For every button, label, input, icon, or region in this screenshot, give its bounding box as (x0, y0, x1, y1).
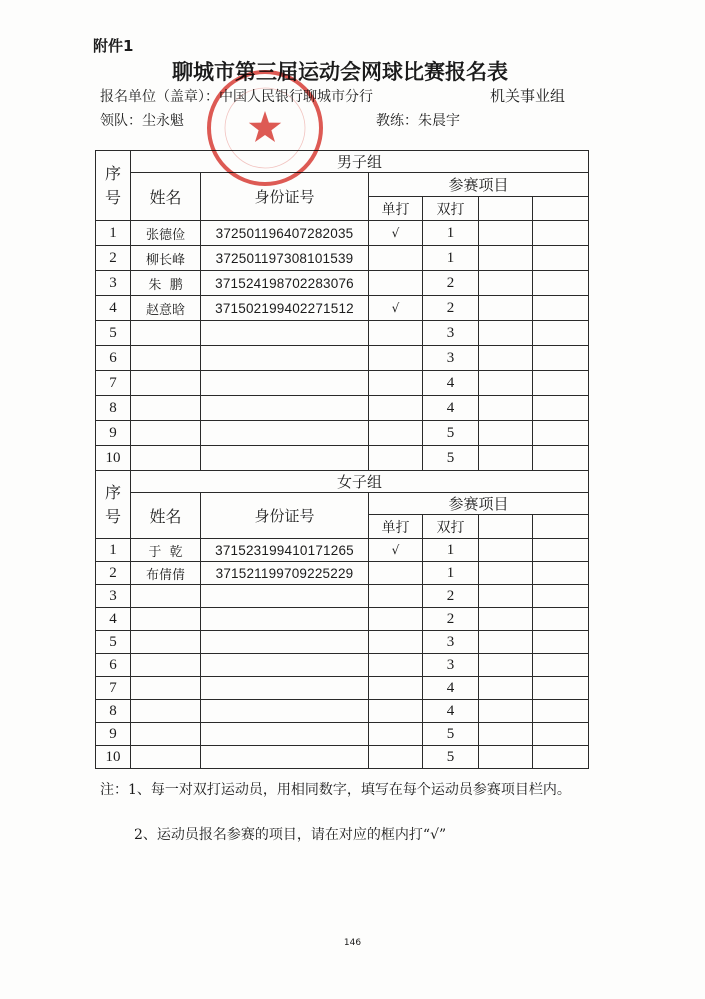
leader-value: 尘永魁 (142, 113, 184, 129)
page-number: 146 (343, 938, 362, 948)
id-header: 身份证号 (201, 173, 369, 221)
team-leader-line (100, 110, 184, 130)
seq-cell: 5 (96, 321, 131, 346)
table-row (96, 396, 589, 421)
table-row (96, 446, 589, 471)
name-cell: 柳长峰 (131, 246, 201, 271)
name-header: 姓名 (131, 173, 201, 221)
blank-header-cell (479, 197, 533, 221)
table-row (96, 608, 589, 631)
doubles-cell: 1 (423, 562, 479, 585)
id-number-cell: 372501196407282035 (201, 221, 369, 246)
name-cell (131, 421, 201, 446)
id-number-cell: 371523199410171265 (201, 539, 369, 562)
table-row (96, 585, 589, 608)
table-row (96, 631, 589, 654)
blank-cell (533, 271, 589, 296)
doubles-cell: 1 (423, 221, 479, 246)
blank-cell (533, 723, 589, 746)
singles-cell (369, 654, 423, 677)
blank-cell (479, 371, 533, 396)
seq-cell: 6 (96, 654, 131, 677)
blank-cell (479, 396, 533, 421)
leader-label: 领队： (100, 113, 142, 129)
blank-cell (533, 321, 589, 346)
name-cell (131, 631, 201, 654)
women-header (96, 471, 589, 539)
doubles-header: 双打 (423, 515, 479, 539)
blank-cell (479, 654, 533, 677)
events-header: 参赛项目 (369, 173, 589, 197)
id-number-cell (201, 746, 369, 769)
name-cell: 赵意晗 (131, 296, 201, 321)
blank-cell (479, 421, 533, 446)
id-number-cell (201, 585, 369, 608)
seq-cell: 8 (96, 396, 131, 421)
doubles-cell: 2 (423, 271, 479, 296)
singles-cell: √ (369, 221, 423, 246)
singles-cell (369, 608, 423, 631)
table-row (96, 246, 589, 271)
blank-cell (479, 221, 533, 246)
unit-label: 报名单位（盖章）： (100, 89, 219, 105)
doubles-cell: 5 (423, 723, 479, 746)
blank-cell (479, 631, 533, 654)
name-cell (131, 677, 201, 700)
id-number-cell: 371521199709225229 (201, 562, 369, 585)
seq-cell: 6 (96, 346, 131, 371)
id-number-cell (201, 677, 369, 700)
table-row (96, 221, 589, 246)
seq-cell: 1 (96, 539, 131, 562)
doubles-cell: 3 (423, 654, 479, 677)
table-row (96, 746, 589, 769)
id-number-cell: 372501197308101539 (201, 246, 369, 271)
table-row (96, 562, 589, 585)
singles-cell (369, 421, 423, 446)
blank-cell (479, 562, 533, 585)
table-row (96, 371, 589, 396)
seal-star-icon (249, 111, 281, 142)
name-cell (131, 371, 201, 396)
blank-cell (533, 296, 589, 321)
seq-cell: 9 (96, 723, 131, 746)
name-cell (131, 585, 201, 608)
table-row (96, 346, 589, 371)
women-header-row (96, 493, 589, 515)
seq-cell: 8 (96, 700, 131, 723)
singles-cell (369, 246, 423, 271)
blank-cell (479, 539, 533, 562)
blank-header-cell (479, 515, 533, 539)
doubles-cell: 1 (423, 539, 479, 562)
seq-cell: 9 (96, 421, 131, 446)
table-row (96, 271, 589, 296)
seq-cell: 3 (96, 271, 131, 296)
doubles-cell: 4 (423, 396, 479, 421)
group-category: 机关事业组 (490, 87, 566, 105)
id-number-cell (201, 421, 369, 446)
seq-cell: 4 (96, 608, 131, 631)
blank-cell (533, 539, 589, 562)
events-header: 参赛项目 (369, 493, 589, 515)
table-row (96, 296, 589, 321)
note-2: 2、运动员报名参赛的项目，请在对应的框内打“√” (134, 827, 447, 843)
singles-cell (369, 723, 423, 746)
singles-header: 单打 (369, 197, 423, 221)
blank-cell (479, 321, 533, 346)
name-cell (131, 723, 201, 746)
seq-cell: 4 (96, 296, 131, 321)
name-cell: 张德俭 (131, 221, 201, 246)
name-cell: 朱 鹏 (131, 271, 201, 296)
seq-cell: 5 (96, 631, 131, 654)
name-cell (131, 396, 201, 421)
men-header (96, 151, 589, 221)
singles-cell (369, 371, 423, 396)
blank-cell (479, 271, 533, 296)
table-row (96, 677, 589, 700)
seq-header: 序号 (105, 482, 122, 526)
doubles-cell: 2 (423, 585, 479, 608)
id-number-cell (201, 631, 369, 654)
name-cell (131, 746, 201, 769)
blank-cell (479, 296, 533, 321)
name-cell (131, 608, 201, 631)
singles-cell (369, 271, 423, 296)
blank-cell (533, 371, 589, 396)
blank-cell (479, 746, 533, 769)
blank-cell (533, 654, 589, 677)
coach-line (376, 110, 460, 130)
id-number-cell (201, 608, 369, 631)
name-cell (131, 446, 201, 471)
blank-cell (533, 446, 589, 471)
doubles-header: 双打 (423, 197, 479, 221)
blank-cell (533, 677, 589, 700)
singles-cell (369, 700, 423, 723)
name-cell (131, 700, 201, 723)
table-row (96, 321, 589, 346)
table-row (96, 421, 589, 446)
coach-label: 教练： (376, 113, 418, 129)
singles-cell (369, 677, 423, 700)
doubles-cell: 5 (423, 421, 479, 446)
id-number-cell (201, 346, 369, 371)
women-group-title: 女子组 (131, 471, 589, 493)
seq-cell: 7 (96, 371, 131, 396)
doubles-cell: 3 (423, 631, 479, 654)
men-header-row (96, 173, 589, 197)
doubles-cell: 5 (423, 446, 479, 471)
blank-cell (479, 446, 533, 471)
note-1: 注：1、每一对双打运动员，用相同数字，填写在每个运动员参赛项目栏内。 (100, 782, 571, 798)
blank-cell (533, 396, 589, 421)
official-seal (205, 68, 325, 188)
id-number-cell (201, 371, 369, 396)
seq-cell: 10 (96, 446, 131, 471)
unit-value: 中国人民银行聊城市分行 (219, 89, 373, 105)
women-rows (96, 539, 589, 769)
singles-cell (369, 396, 423, 421)
singles-cell: √ (369, 296, 423, 321)
women-header-row (96, 471, 589, 493)
registration-table (95, 150, 589, 769)
seq-cell: 1 (96, 221, 131, 246)
men-group-title: 男子组 (131, 151, 589, 173)
doubles-cell: 2 (423, 296, 479, 321)
name-cell: 布倩倩 (131, 562, 201, 585)
singles-cell (369, 631, 423, 654)
blank-cell (533, 700, 589, 723)
table-row (96, 654, 589, 677)
singles-cell (369, 585, 423, 608)
singles-cell (369, 562, 423, 585)
blank-cell (479, 677, 533, 700)
singles-cell: √ (369, 539, 423, 562)
blank-cell (533, 221, 589, 246)
id-header: 身份证号 (201, 493, 369, 539)
blank-cell (533, 585, 589, 608)
blank-cell (533, 562, 589, 585)
blank-cell (479, 585, 533, 608)
name-cell: 于 乾 (131, 539, 201, 562)
id-number-cell (201, 446, 369, 471)
blank-cell (479, 723, 533, 746)
doubles-cell: 4 (423, 700, 479, 723)
doubles-cell: 4 (423, 371, 479, 396)
table-row (96, 700, 589, 723)
name-header: 姓名 (131, 493, 201, 539)
blank-cell (533, 608, 589, 631)
id-number-cell (201, 396, 369, 421)
coach-value: 朱晨宇 (418, 113, 460, 129)
id-number-cell: 371524198702283076 (201, 271, 369, 296)
singles-cell (369, 446, 423, 471)
name-cell (131, 321, 201, 346)
blank-cell (533, 346, 589, 371)
attachment-label: 附件1 (93, 37, 134, 55)
seq-cell: 2 (96, 562, 131, 585)
men-header-row (96, 151, 589, 173)
id-number-cell: 371502199402271512 (201, 296, 369, 321)
doubles-cell: 3 (423, 321, 479, 346)
blank-header-cell (533, 515, 589, 539)
doubles-cell: 1 (423, 246, 479, 271)
table-row (96, 723, 589, 746)
blank-cell (533, 631, 589, 654)
seq-cell: 3 (96, 585, 131, 608)
men-rows (96, 221, 589, 471)
seq-header: 序号 (105, 163, 122, 207)
singles-header: 单打 (369, 515, 423, 539)
blank-cell (479, 346, 533, 371)
blank-cell (533, 746, 589, 769)
singles-cell (369, 346, 423, 371)
seq-header-cell (96, 471, 131, 539)
seq-header-cell (96, 151, 131, 221)
name-cell (131, 346, 201, 371)
id-number-cell (201, 723, 369, 746)
singles-cell (369, 746, 423, 769)
blank-cell (479, 246, 533, 271)
form-title: 聊城市第三届运动会网球比赛报名表 (172, 60, 508, 84)
blank-cell (479, 700, 533, 723)
doubles-cell: 2 (423, 608, 479, 631)
doubles-cell: 4 (423, 677, 479, 700)
blank-header-cell (533, 197, 589, 221)
seq-cell: 7 (96, 677, 131, 700)
blank-cell (533, 421, 589, 446)
seq-cell: 2 (96, 246, 131, 271)
blank-cell (533, 246, 589, 271)
seq-cell: 10 (96, 746, 131, 769)
name-cell (131, 654, 201, 677)
doubles-cell: 5 (423, 746, 479, 769)
table-row (96, 539, 589, 562)
singles-cell (369, 321, 423, 346)
id-number-cell (201, 654, 369, 677)
id-number-cell (201, 700, 369, 723)
blank-cell (479, 608, 533, 631)
doubles-cell: 3 (423, 346, 479, 371)
id-number-cell (201, 321, 369, 346)
